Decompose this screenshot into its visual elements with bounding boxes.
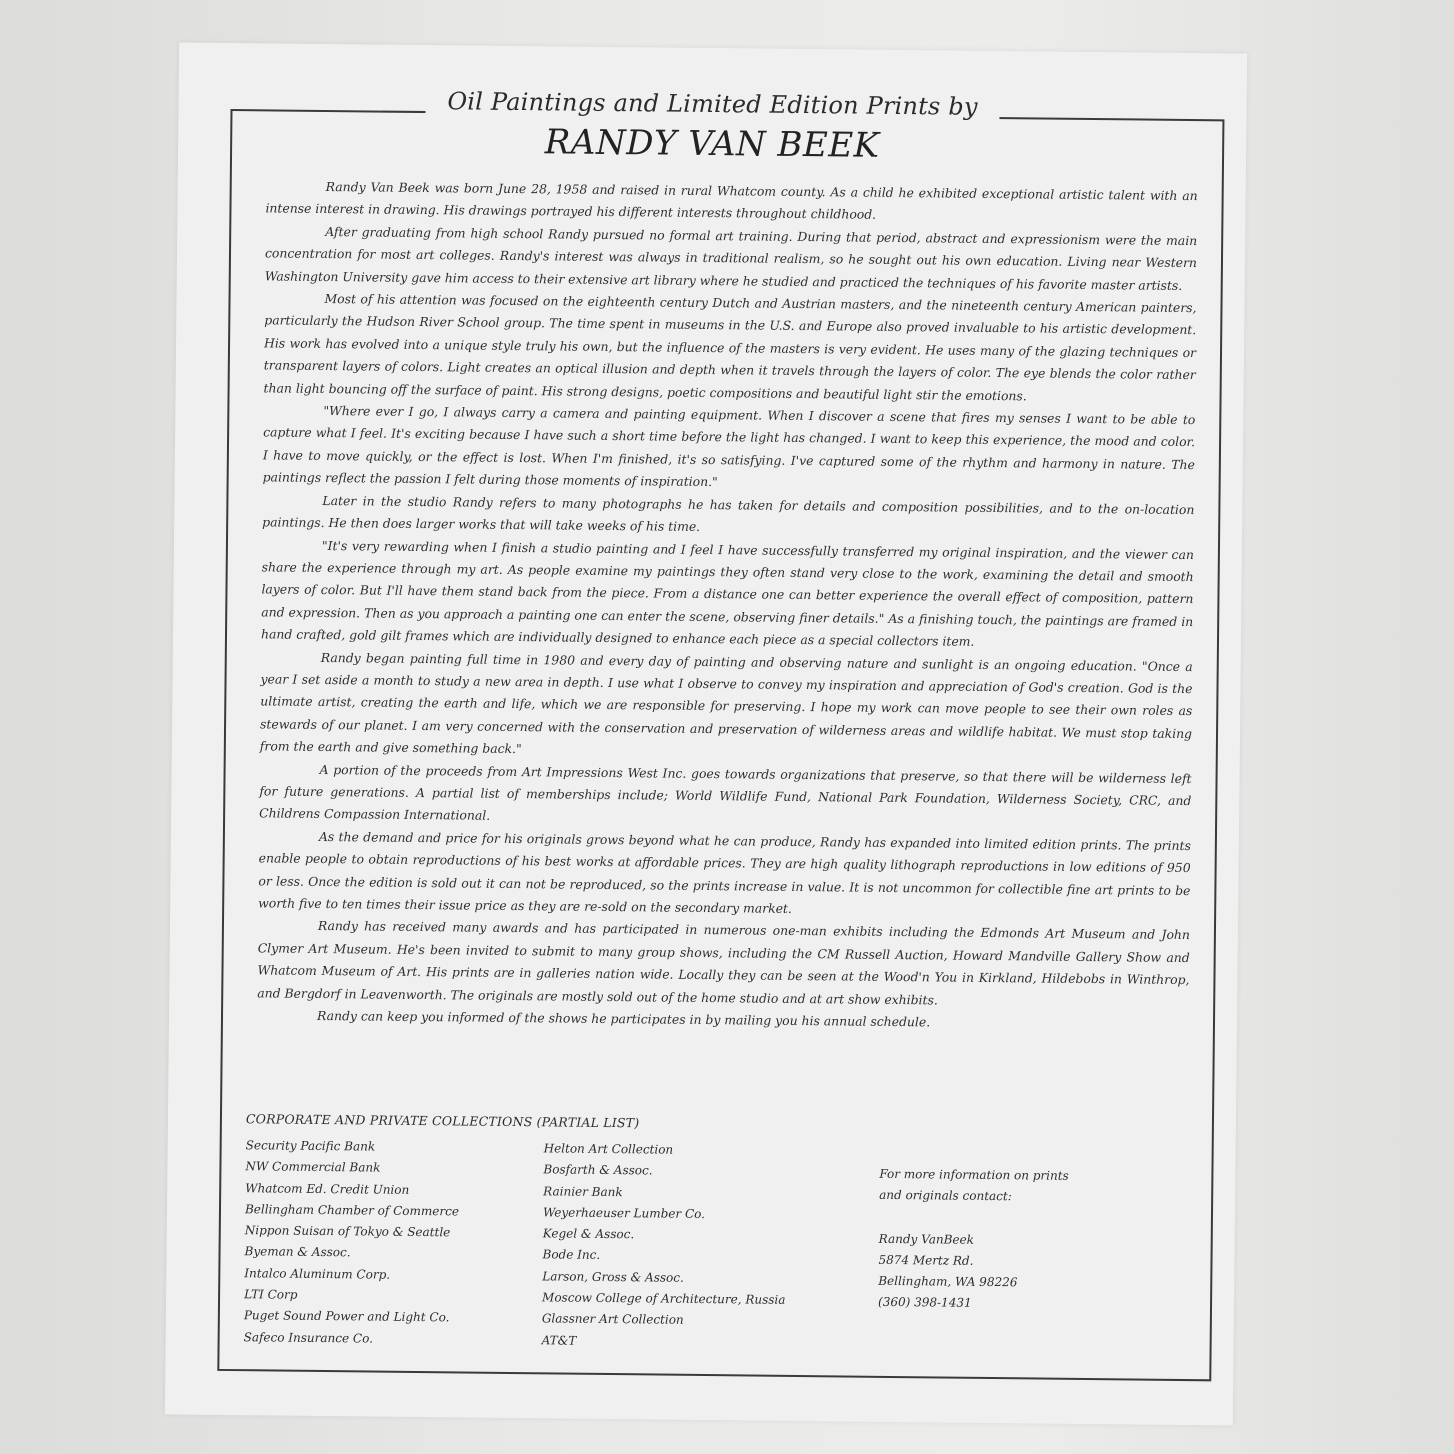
bio-paragraph: Randy Van Beek was born June 28, 1958 and raised in rural Whatcom county. As a child he exhibited exceptional artistic talent with an intense interest in drawing. His drawings portrayed his different interests throughout childhood.: [265, 178, 1198, 223]
collection-item: NW Commercial Bank: [245, 1159, 381, 1175]
collection-item: Bode Inc.: [542, 1247, 601, 1263]
bio-paragraph: After graduating from high school Randy pursued no formal art training. During that period, abstract and expressionism were the main concentration for most art colleges. Randy's interest was always in traditional realism, so he sought out his own education. Living near Western Washington University gave him access to their extensive art library where he studied and practiced the techniques of his favorite master artists.: [264, 223, 1198, 293]
collection-item: Rainier Bank: [543, 1183, 623, 1199]
bio-paragraph: Randy has received many awards and has participated in numerous one-man exhibits including the Edmonds Art Museum and John Clymer Art Museum. He's been invited to submit to many group shows, including the CM Russell Auction, Howard Mandville Gallery Show and Whatcom Museum of Art. His prints are in galleries nation wide. Locally they can be seen at the Wood'n You in Kirkland, Hildebobs in Winthrop, and Bergdorf in Leavenworth. The originals are mostly sold out of the home studio and at art show exhibits.: [257, 918, 1191, 1008]
collection-item: Weyerhaeuser Lumber Co.: [542, 1205, 706, 1221]
bio-paragraph: Later in the studio Randy refers to many photographs he has taken for details and composition possibilities, and to the on-location paintings. He then does larger works that will take weeks of his time.: [262, 492, 1195, 535]
contact-name: Randy VanBeek: [878, 1231, 975, 1247]
contact-address-street: 5874 Mertz Rd.: [878, 1252, 974, 1268]
collection-item: Bellingham Chamber of Commerce: [244, 1202, 460, 1219]
bio-paragraph: A portion of the proceeds from Art Impressions West Inc. goes towards organizations that preserve, so that there will be wilderness left for future generations. A partial list of memberships include; World Wildlife Fund, National Park Foundation, Wilderness Society, CRC, and Childrens Compassion International.: [259, 761, 1192, 824]
collection-item: Glassner Art Collection: [541, 1311, 684, 1328]
collection-item: Bosfarth & Assoc.: [543, 1162, 653, 1178]
collection-item: Moscow College of Architecture, Russia: [542, 1290, 786, 1307]
bio-paragraph: "It's very rewarding when I finish a studio painting and I feel I have successfully transferred my original inspiration, and the viewer can share the experience through my art. As people examine my paintings they often stand very close to the work, examining the detail and smooth layers of color. But I'll have them stand back from the piece. From a distance one can better experience the overall effect of composition, pattern and expression. Then as you approach a painting one can enter the scene, observing finer details." As a finishing touch, the paintings are framed in hand crafted, gold gilt frames which are individually designed to enhance each piece as a special collectors item.: [260, 537, 1194, 649]
collections-column-2: [542, 1138, 864, 1354]
document-sheet: [165, 42, 1247, 1425]
contact-address-city: Bellingham, WA 98226: [878, 1274, 1018, 1290]
collection-item: Nippon Suisan of Tokyo & Seattle: [244, 1223, 451, 1240]
collection-item: Puget Sound Power and Light Co.: [243, 1308, 450, 1325]
bio-paragraph: Most of his attention was focused on the eighteenth century Dutch and Austrian masters, and the nineteenth century American painters, particularly the Hudson River School group. The time spent in museums in the U.S. and Europe also proved invaluable to his artistic development. His work has evolved into a unique style truly his own, but the influence of the masters is very evident. He uses many of the glazing techniques or transparent layers of colors. Light creates an optical illusion and depth when it travels through the layers of color. The eye blends the color rather than light bouncing off the surface of paint. His strong designs, poetic compositions and beautiful light stir the emotions.: [263, 291, 1197, 403]
bio-paragraph: "Where ever I go, I always carry a camera and painting equipment. When I discover a scene that fires my senses I want to be able to capture what I feel. It's exciting because I have such a short time before the light has changed. I want to keep this experience, the mood and color. I have to move quickly, or the effect is lost. When I'm finished, it's so satisfying. I've captured some of the rhythm and harmony in nature. The paintings reflect the passion I felt during those moments of inspiration.": [262, 403, 1196, 490]
collection-item: Kegel & Assoc.: [542, 1226, 635, 1242]
collection-item: Helton Art Collection: [543, 1141, 674, 1157]
bio-paragraph: Randy began painting full time in 1980 and every day of painting and observing nature and sunlight is an ongoing education. "Once a year I set aside a month to study a new area in depth. I use what I observe to convey my inspiration and appreciation of God's creation. God is the ultimate artist, creating the earth and life, which we are responsible for preserving. I hope my work can move people to see their own roles as stewards of our planet. I am very concerned with the conservation and preservation of wilderness areas and wildlife habitat. We must stop taking from the earth and give something back.": [259, 649, 1193, 757]
bio-paragraph: Randy can keep you informed of the shows he participates in by mailing you his annual schedule.: [316, 1007, 931, 1030]
contact-info: [878, 1164, 1170, 1317]
collection-item: Whatcom Ed. Credit Union: [245, 1180, 410, 1197]
collection-item: Security Pacific Bank: [245, 1138, 376, 1154]
contact-phone: (360) 398-1431: [877, 1295, 972, 1311]
contact-intro-line: For more information on prints: [879, 1166, 1069, 1183]
collections-heading: CORPORATE AND PRIVATE COLLECTIONS (PARTIAL LIST): [245, 1111, 640, 1131]
artist-name: RANDY VAN BEEK: [544, 122, 880, 166]
collection-item: Safeco Insurance Co.: [243, 1329, 374, 1346]
collection-item: Larson, Gross & Assoc.: [542, 1269, 684, 1285]
collection-item: AT&T: [541, 1332, 577, 1348]
document-title: Oil Paintings and Limited Edition Prints by: [425, 87, 999, 121]
collection-item: Byeman & Assoc.: [244, 1244, 351, 1260]
collections-column-1: [244, 1135, 526, 1351]
collection-item: Intalco Aluminum Corp.: [244, 1265, 391, 1282]
contact-intro-line: and originals contact:: [879, 1188, 1012, 1204]
collection-item: LTI Corp: [244, 1287, 298, 1302]
bio-paragraph: As the demand and price for his originals grows beyond what he can produce, Randy has expanded into limited edition prints. The prints enable people to obtain reproductions of his best works at affordable prices. They are high quality lithograph reproductions in low editions of 950 or less. Once the edition is sold out it can not be reproduced, so the prints increase in value. It is not uncommon for collectible fine art prints to be worth five to ten times their issue price as they are re-sold on the secondary market.: [258, 828, 1191, 916]
document-header: [178, 84, 1247, 169]
biography-text: [257, 175, 1198, 1036]
